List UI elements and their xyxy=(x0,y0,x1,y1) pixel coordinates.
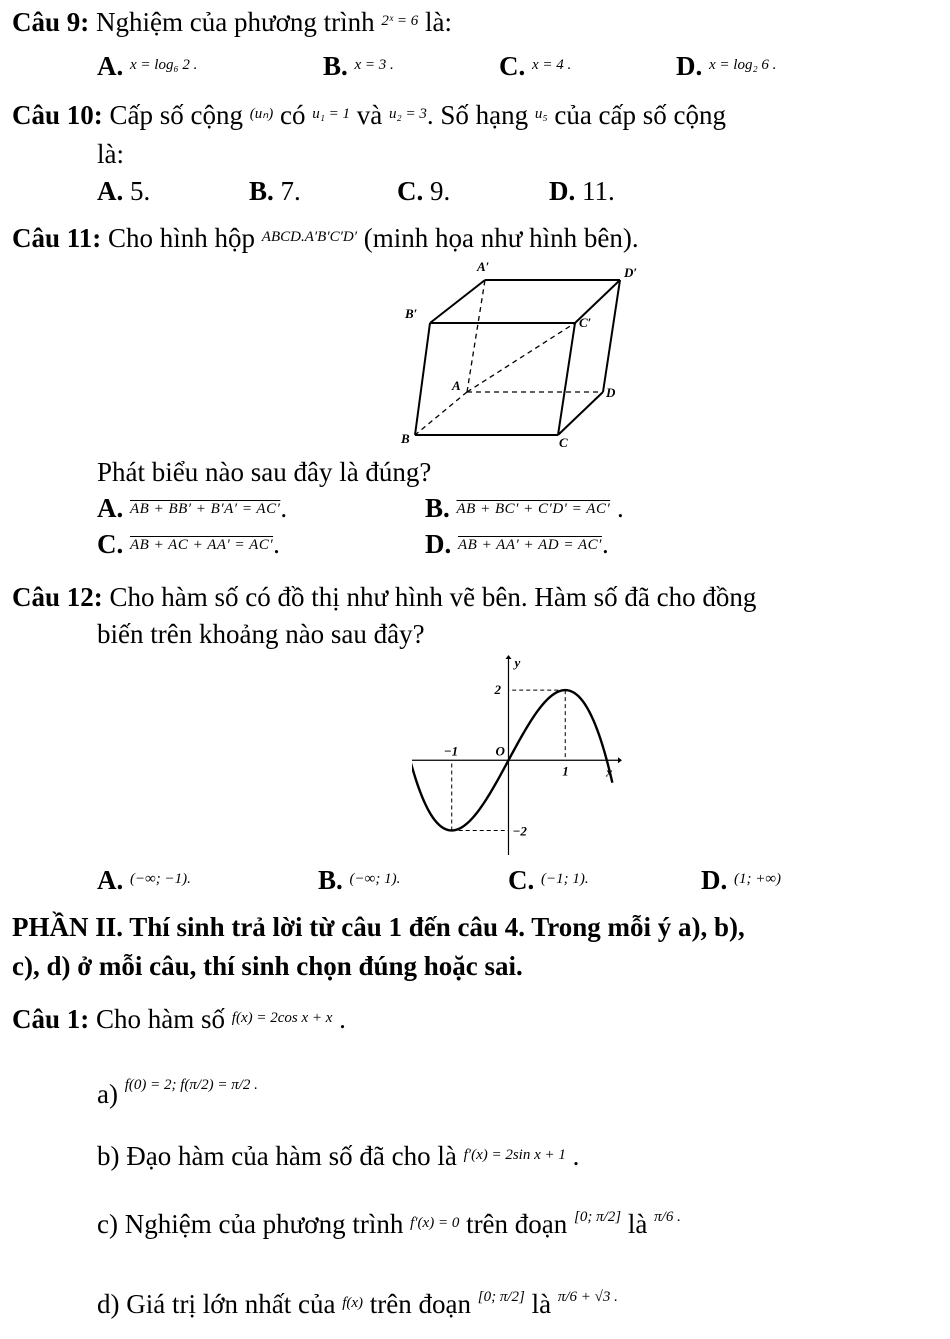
tick-label-x-neg: −1 xyxy=(443,743,459,759)
q12-option-a[interactable]: A. $^{(-\infty; -1).}$ xyxy=(97,865,191,895)
x-axis-label: x xyxy=(606,764,613,780)
q1-statement-c[interactable]: c) Nghiệm của phương trình $^{f'(x) = 0}$ trên đoạn [0; π/2] là $^{\pi/6 .}$ xyxy=(97,1209,681,1239)
q10-option-c[interactable]: C. 9. xyxy=(397,176,451,206)
edge-c-d xyxy=(558,392,603,435)
q11-statement: Phát biểu nào sau đây là đúng? xyxy=(97,457,432,487)
q10-stem: Câu 10: Cấp số cộng $^{(u_n)}$ có $^{u_1 = 1}$ và $^{u_2 = 3}$. Số hạng $^{u_5}$ của cấp số cộng xyxy=(12,100,727,130)
label-b: B xyxy=(401,431,410,446)
tick-label-y-max: 2 xyxy=(494,682,501,698)
edge-a-a1 xyxy=(467,280,485,392)
q9-option-b[interactable]: B. $^{x = 3 .}$ xyxy=(323,51,394,81)
q9-label: Câu 9: xyxy=(12,7,90,37)
q11-option-b[interactable]: B. AB + BC′ + C′D′ = AC′ . xyxy=(425,493,624,523)
diagonal-a-c1 xyxy=(467,323,575,392)
q11-stem: Câu 11: Cho hình hộp $^{ABCD.A'B'C'D'}$ (minh họa như hình bên). xyxy=(12,223,639,253)
edge-d1-d xyxy=(603,280,620,392)
label-a: A xyxy=(452,378,461,393)
q10-option-d[interactable]: D. 11. xyxy=(549,176,615,206)
q10-label: Câu 10: xyxy=(12,100,103,130)
q12-label: Câu 12: xyxy=(12,582,103,612)
part2-heading-line1: PHẦN II. Thí sinh trả lời từ câu 1 đến câu 4. Trong mỗi ý a), b), xyxy=(12,912,745,942)
q11-option-c[interactable]: C. AB + AC + AA′ = AC′. xyxy=(97,529,280,559)
edge-a1-b1 xyxy=(430,280,485,323)
origin-label: O xyxy=(495,743,505,759)
q9-option-a[interactable]: A. $^{x = log_6 2 .}$ xyxy=(97,51,198,81)
q11-label: Câu 11: xyxy=(12,223,102,253)
q10-option-a[interactable]: A. 5. xyxy=(97,176,151,206)
function-graph xyxy=(412,655,622,855)
label-a1: A′ xyxy=(477,259,490,274)
q11-option-a[interactable]: A. AB + BB′ + B′A′ = AC′. xyxy=(97,493,288,523)
q9-option-d[interactable]: D. $^{x = log_2 6 .}$ xyxy=(676,51,777,81)
label-d: D xyxy=(606,385,616,400)
edge-a-b xyxy=(415,392,467,435)
q1-stem: Câu 1: Cho hàm số $^{f(x) = 2cos x + x}$ . xyxy=(12,1004,346,1034)
q9-stem: Câu 9: Nghiệm của phương trình $^{2ˣ = 6}$ là: xyxy=(12,7,452,37)
q12-line2: biến trên khoảng nào sau đây? xyxy=(97,619,425,649)
y-axis-label: y xyxy=(514,655,521,670)
q12-option-b[interactable]: B. $^{(-\infty; 1).}$ xyxy=(318,865,401,895)
y-axis-arrow xyxy=(505,655,511,659)
label-c: C xyxy=(559,435,568,450)
part2-heading-line2: c), d) ở mỗi câu, thí sinh chọn đúng hoặc sai. xyxy=(12,951,523,981)
tick-label-y-min: −2 xyxy=(512,823,527,839)
edge-c1-c xyxy=(558,323,575,435)
x-axis-arrow xyxy=(618,757,622,763)
q11-option-d[interactable]: D. AB + AA′ + AD = AC′. xyxy=(425,529,609,559)
q1-statement-d[interactable]: d) Giá trị lớn nhất của $^{f(x)}$ trên đoạn [0; π/2] là $^{\pi/6 + √3 .}$ xyxy=(97,1289,618,1319)
q12-option-d[interactable]: D. $^{(1; +\infty)}$ xyxy=(701,865,782,895)
q1-statement-a[interactable]: a) $^{f(0) = 2; f(\pi/2) = \pi/2 .}$ xyxy=(97,1077,258,1109)
q12-stem: Câu 12: Cho hàm số có đồ thị như hình vẽ bên. Hàm số đã cho đồng xyxy=(12,582,757,612)
q9-option-c[interactable]: C. $^{x = 4 .}$ xyxy=(499,51,572,81)
label-b1: B′ xyxy=(405,306,418,321)
q12-option-c[interactable]: C. $^{(-1; 1).}$ xyxy=(508,865,589,895)
q1-label: Câu 1: xyxy=(12,1004,90,1034)
parallelepiped-figure xyxy=(395,255,655,450)
edge-b1-b xyxy=(415,323,430,435)
q1-statement-b[interactable]: b) Đạo hàm của hàm số đã cho là $^{f'(x) = 2sin x + 1}$ . xyxy=(97,1141,580,1171)
q10-line2: là: xyxy=(97,139,124,169)
q9-equation: 2ˣ = 6 xyxy=(381,13,419,29)
label-d1: D′ xyxy=(624,265,638,280)
label-c1: C′ xyxy=(579,315,592,330)
q10-option-b[interactable]: B. 7. xyxy=(249,176,301,206)
tick-label-x-pos: 1 xyxy=(562,763,569,779)
